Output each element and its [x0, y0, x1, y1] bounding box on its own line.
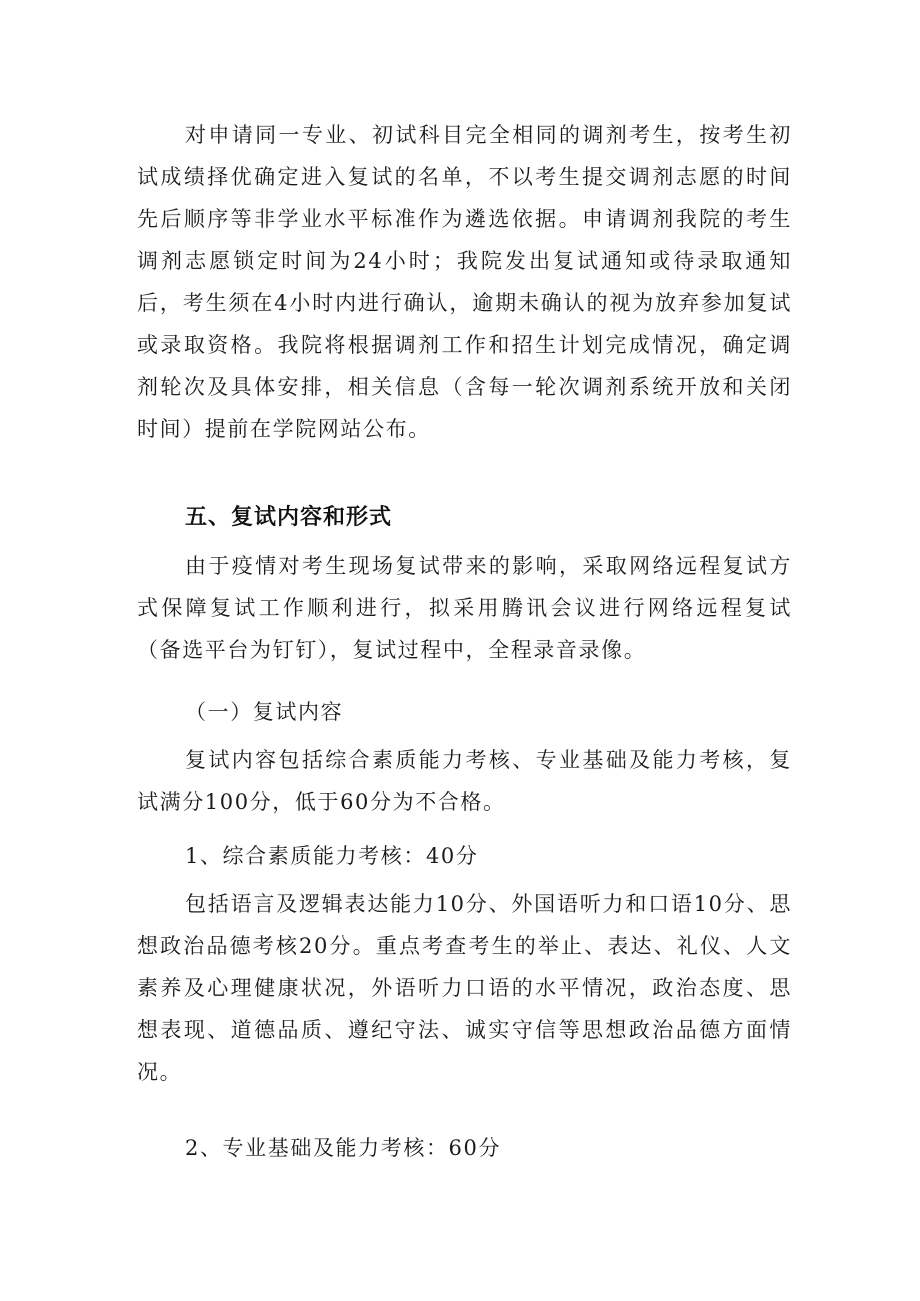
paragraph-comprehensive-quality: [137, 883, 792, 1093]
section-heading-5: 五、复试内容和形式: [185, 505, 393, 530]
item-heading-1: 1、综合素质能力考核：40分: [185, 844, 479, 868]
subsection-heading-1: （一）复试内容: [185, 700, 344, 724]
paragraph-interview-content: [137, 739, 792, 823]
paragraph-text: 由于疫情对考生现场复试带来的影响，采取网络远程复试方式保障复试工作顺利进行，拟采用腾讯会议进行网络远程复试（备选平台为钉钉），复试过程中，全程录音录像。: [137, 554, 792, 662]
paragraph-text: 包括语言及逻辑表达能力10分、外国语听力和口语10分、思想政治品德考核20分。重点考查考生的举止、表达、礼仪、人文素养及心理健康状况，外语听力口语的水平情况，政治态度、思想表现、道德品质、遵纪守法、诚实守信等思想政治品德方面情况。: [137, 892, 792, 1084]
paragraph-text: 对申请同一专业、初试科目完全相同的调剂考生，按考生初试成绩择优确定进入复试的名单，不以考生提交调剂志愿的时间先后顺序等非学业水平标准作为遴选依据。申请调剂我院的考生调剂志愿锁定时间为24小时；我院发出复试通知或待录取通知后，考生须在4小时内进行确认，逾期未确认的视为放弃参加复试或录取资格。我院将根据调剂工作和招生计划完成情况，确定调剂轮次及具体安排，相关信息（含每一轮次调剂系统开放和关闭时间）提前在学院网站公布。: [137, 123, 792, 441]
paragraph-text: 复试内容包括综合素质能力考核、专业基础及能力考核，复试满分100分，低于60分为不合格。: [137, 748, 792, 814]
paragraph-remote-interview: [137, 545, 792, 671]
paragraph-selection-rules: [137, 114, 792, 450]
item-heading-2: 2、专业基础及能力考核：60分: [185, 1136, 502, 1160]
